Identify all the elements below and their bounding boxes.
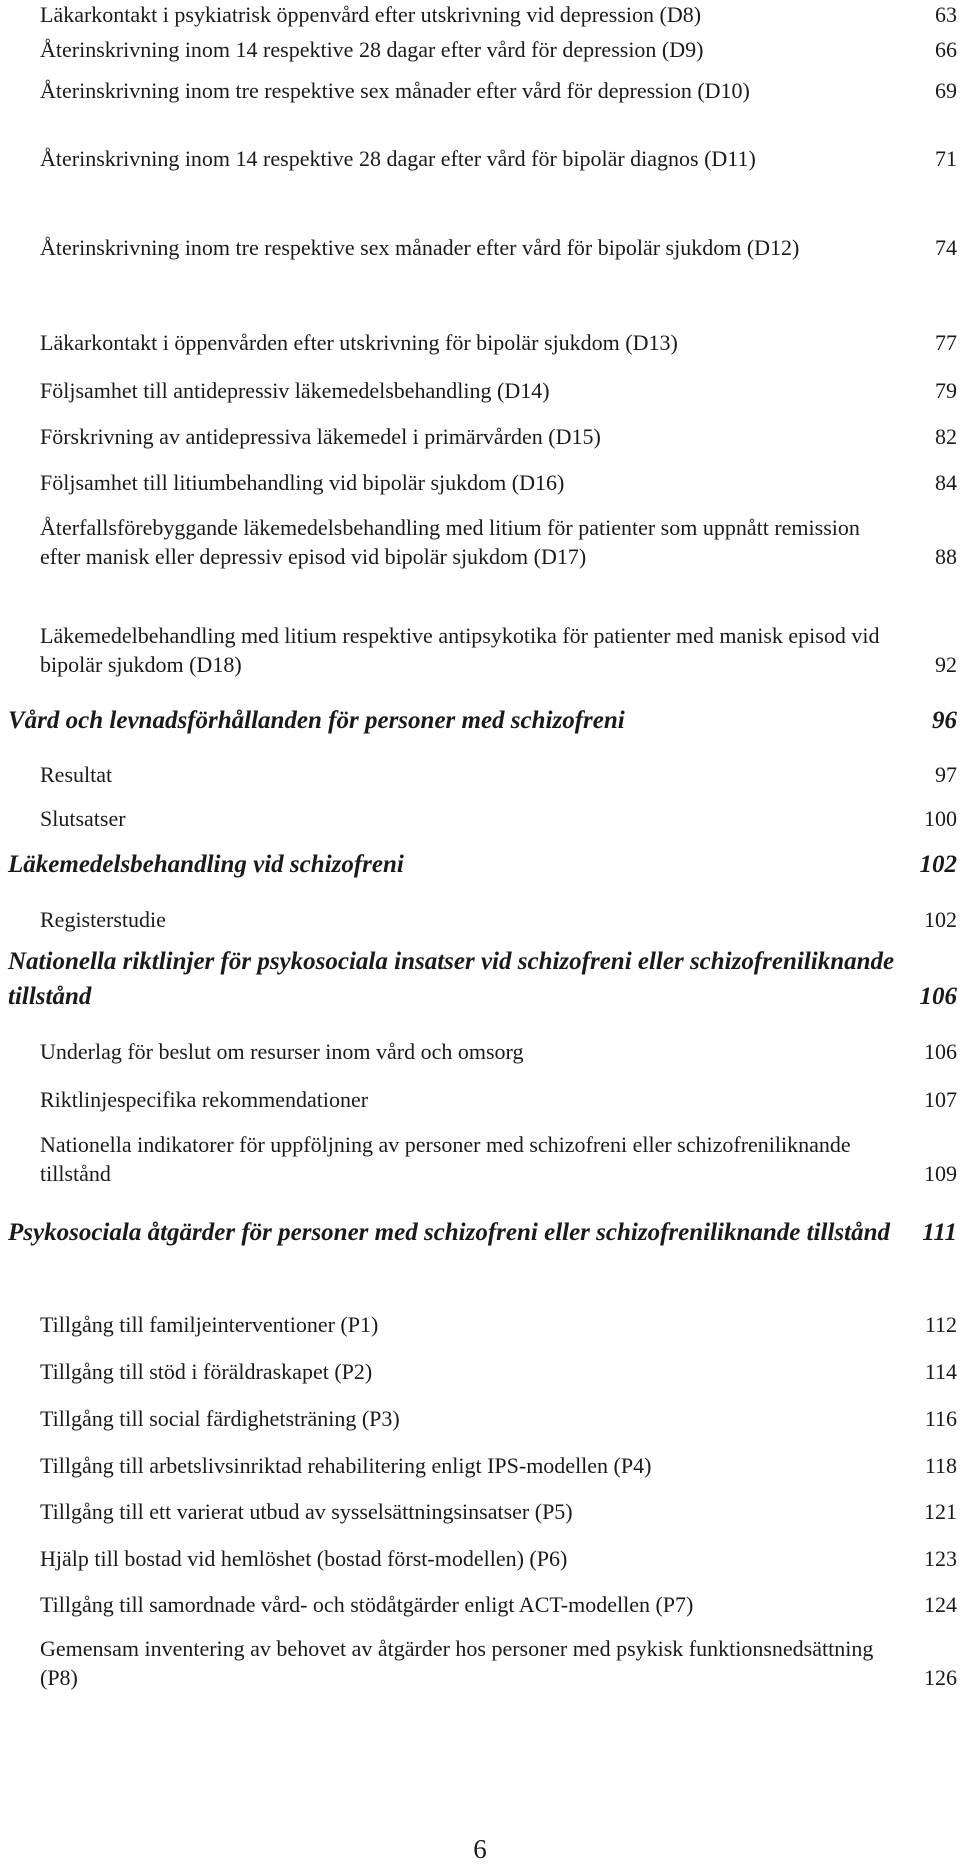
toc-entry-title: Gemensam inventering av behovet av åtgärder hos personer med psykisk funktionsnedsättning (P8): [40, 1636, 874, 1690]
toc-entry: [40, 804, 957, 833]
toc-entry-page: 96: [932, 707, 957, 734]
toc-entry-title: Återfallsförebyggande läkemedelsbehandling med litium för patienter som uppnått remission efter manisk eller depressiv episod vid bipolär sjukdom (D17): [40, 515, 860, 569]
toc-entry: [40, 1590, 957, 1619]
toc-entry-page: 102: [919, 851, 957, 878]
toc-entry-page: 92: [935, 652, 957, 677]
toc-entry: [40, 1310, 957, 1339]
toc-entry: [40, 1544, 957, 1573]
toc-entry-page: 71: [935, 146, 957, 171]
toc-entry: [40, 1357, 957, 1386]
toc-entry: [40, 1085, 957, 1114]
toc-entry: [40, 233, 957, 262]
toc-entry-page: 100: [924, 806, 957, 831]
toc-entry-title: Följsamhet till antidepressiv läkemedelsbehandling (D14): [40, 378, 550, 403]
toc-entry: [40, 328, 957, 357]
toc-entry-title: Förskrivning av antidepressiva läkemedel i primärvården (D15): [40, 424, 601, 449]
toc-entry-page: 109: [924, 1161, 957, 1186]
toc-entry-title: Registerstudie: [40, 907, 166, 932]
toc-entry: [40, 76, 957, 105]
toc-entry-page: 118: [924, 1453, 957, 1478]
toc-entry-page: 82: [935, 424, 957, 449]
toc-entry-page: 107: [924, 1087, 957, 1112]
toc-entry: [40, 1451, 957, 1480]
toc-entry-page: 112: [924, 1312, 957, 1337]
toc-entry-title: Underlag för beslut om resurser inom vård och omsorg: [40, 1039, 524, 1064]
toc-section-heading: [8, 1215, 957, 1250]
toc-entry: [40, 760, 957, 789]
toc-entry-title: Läkemedelbehandling med litium respektive antipsykotika för patienter med manisk episod vid bipolär sjukdom (D18): [40, 623, 880, 677]
toc-entry: [40, 1404, 957, 1433]
toc-entry-title: Återinskrivning inom 14 respektive 28 dagar efter vård för bipolär diagnos (D11): [40, 146, 756, 171]
toc-entry-page: 126: [924, 1665, 957, 1690]
toc-entry: [40, 1130, 957, 1188]
toc-entry-page: 121: [924, 1499, 957, 1524]
toc-entry-page: 106: [919, 983, 957, 1010]
toc-entry: [40, 1497, 957, 1526]
toc-entry: [40, 35, 957, 64]
toc-entry-title: Vård och levnadsförhållanden för personer med schizofreni: [8, 707, 625, 734]
toc-entry-title: Läkarkontakt i psykiatrisk öppenvård efter utskrivning vid depression (D8): [40, 2, 702, 27]
toc-entry-title: Tillgång till social färdighetsträning (P3): [40, 1406, 400, 1431]
toc-entry-title: Tillgång till familjeinterventioner (P1): [40, 1312, 379, 1337]
toc-entry-title: Läkemedelsbehandling vid schizofreni: [8, 851, 404, 878]
toc-entry: [40, 0, 957, 29]
toc-entry-page: 79: [935, 378, 957, 403]
toc-section-heading: [8, 703, 957, 738]
toc-entry-title: Tillgång till stöd i föräldraskapet (P2): [40, 1359, 373, 1384]
toc-entry-page: 124: [924, 1592, 957, 1617]
toc-entry-page: 106: [924, 1039, 957, 1064]
toc-entry-page: 116: [924, 1406, 957, 1431]
toc-entry-page: 74: [935, 235, 957, 260]
toc-entry-title: Återinskrivning inom tre respektive sex månader efter vård för bipolär sjukdom (D12): [40, 235, 800, 260]
toc-entry-title: Tillgång till arbetslivsinriktad rehabilitering enligt IPS-modellen (P4): [40, 1453, 652, 1478]
toc-entry-title: Resultat: [40, 762, 113, 787]
toc-entry-title: Återinskrivning inom 14 respektive 28 dagar efter vård för depression (D9): [40, 37, 704, 62]
toc-entry-page: 123: [924, 1546, 957, 1571]
toc-entry: [40, 422, 957, 451]
toc-entry-title: Återinskrivning inom tre respektive sex månader efter vård för depression (D10): [40, 78, 750, 103]
page-number: 6: [473, 1834, 487, 1864]
toc-entry-page: 63: [935, 2, 957, 27]
toc-entry-page: 114: [924, 1359, 957, 1384]
toc-entry: [40, 1634, 957, 1692]
toc-entry-page: 102: [924, 907, 957, 932]
toc-entry-page: 66: [935, 37, 957, 62]
toc-entry-title: Riktlinjespecifika rekommendationer: [40, 1087, 369, 1112]
toc-entry-page: 88: [935, 544, 957, 569]
toc-entry-title: Slutsatser: [40, 806, 126, 831]
toc-entry-title: Nationella indikatorer för uppföljning av personer med schizofreni eller schizofreniliknande tillstånd: [40, 1132, 851, 1186]
toc-entry-page: 77: [935, 330, 957, 355]
toc-entry-page: 111: [922, 1219, 957, 1246]
toc-section-heading: [8, 847, 957, 882]
toc-entry-title: Tillgång till ett varierat utbud av sysselsättningsinsatser (P5): [40, 1499, 573, 1524]
toc-entry: [40, 621, 957, 679]
toc-entry: [40, 468, 957, 497]
toc-entry: [40, 376, 957, 405]
toc-entry-page: 97: [935, 762, 957, 787]
toc-entry-page: 69: [935, 78, 957, 103]
toc-entry-title: Följsamhet till litiumbehandling vid bipolär sjukdom (D16): [40, 470, 565, 495]
toc-entry-title: Nationella riktlinjer för psykosociala insatser vid schizofreni eller schizofreniliknande tillstånd: [8, 948, 895, 1010]
toc-entry-page: 84: [935, 470, 957, 495]
toc-entry-title: Psykosociala åtgärder för personer med schizofreni eller schizofreniliknande tillstånd: [8, 1219, 890, 1246]
toc-entry-title: Läkarkontakt i öppenvården efter utskrivning för bipolär sjukdom (D13): [40, 330, 678, 355]
toc-entry-title: Hjälp till bostad vid hemlöshet (bostad först-modellen) (P6): [40, 1546, 568, 1571]
toc-entry-title: Tillgång till samordnade vård- och stödåtgärder enligt ACT-modellen (P7): [40, 1592, 694, 1617]
toc-section-heading: [8, 944, 957, 1014]
toc-entry: [40, 513, 957, 571]
toc-entry: [40, 905, 957, 934]
toc-entry: [40, 1037, 957, 1066]
toc-entry: [40, 144, 957, 173]
